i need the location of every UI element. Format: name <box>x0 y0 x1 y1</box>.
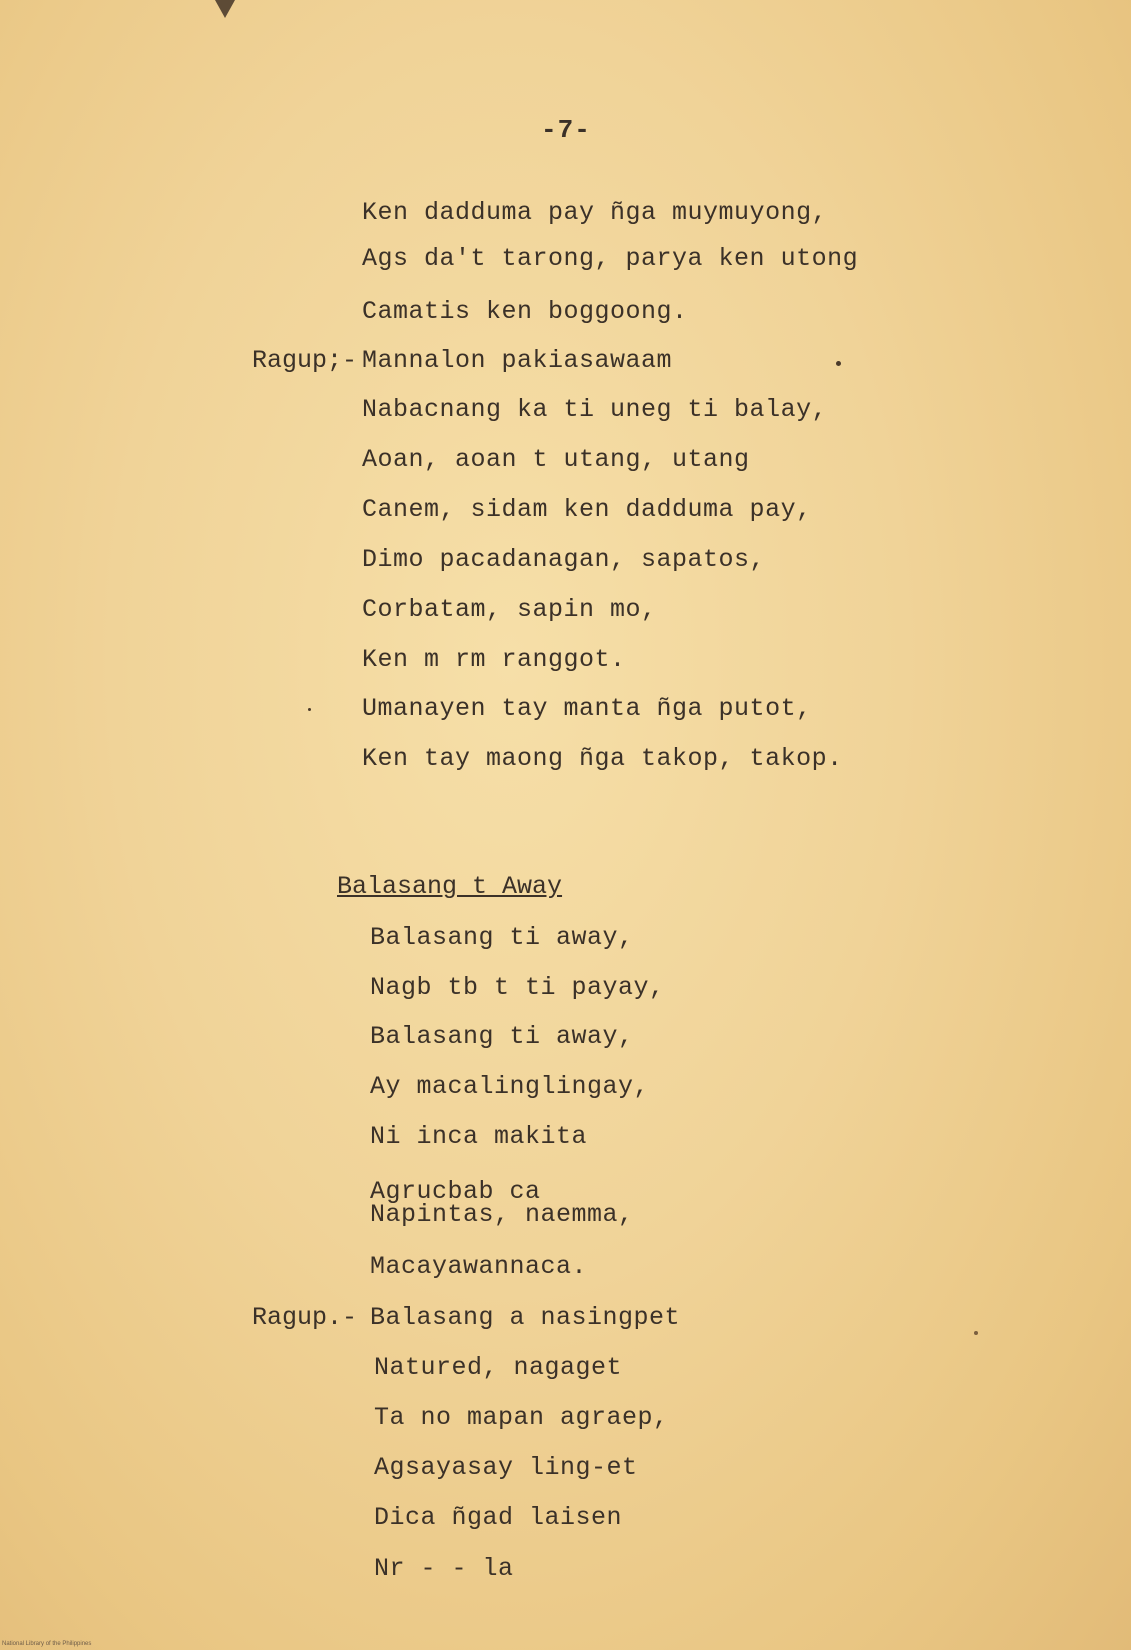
verse-line: Agrucbab ca <box>370 1177 541 1206</box>
verse-line: Ken dadduma pay ñga muymuyong, <box>362 198 828 227</box>
verse-line: Corbatam, sapin mo, <box>362 595 657 624</box>
footer-credit: National Library of the Philippines <box>2 1641 92 1647</box>
verse-line: Nagb tb t ti payay, <box>370 973 665 1002</box>
verse-line: Natured, nagaget <box>374 1353 623 1382</box>
ink-speck <box>974 1331 978 1335</box>
verse-line: Balasang ti away, <box>370 1022 634 1051</box>
verse-line: Umanayen tay manta ñga putot, <box>362 694 812 723</box>
verse-line: Aoan, aoan t utang, utang <box>362 445 750 474</box>
verse-line: Ta no mapan agraep, <box>374 1403 669 1432</box>
verse-line: Ags da't tarong, parya ken utong <box>362 244 859 273</box>
page-number: -7- <box>541 115 591 145</box>
verse-line: Ni inca makita <box>370 1122 588 1151</box>
ragup-label: Ragup;- <box>252 346 358 375</box>
verse-line: Macayawannaca. <box>370 1252 588 1281</box>
verse-line: Balasang a nasingpet <box>370 1303 681 1332</box>
ink-speck <box>308 708 311 711</box>
ragup-label: Ragup.- <box>252 1303 358 1332</box>
verse-line: Camatis ken boggoong. <box>362 297 688 326</box>
verse-line: Nr - - la <box>374 1554 514 1583</box>
verse-line: Balasang ti away, <box>370 923 634 952</box>
ink-speck <box>836 361 841 366</box>
verse-line: Nabacnang ka ti uneg ti balay, <box>362 395 828 424</box>
corner-mark <box>215 0 235 18</box>
bleed-through-shadow <box>310 160 610 184</box>
verse-line: Agsayasay ling-et <box>374 1453 638 1482</box>
verse-line: Dimo pacadanagan, sapatos, <box>362 545 766 574</box>
verse-line: Ken m rm ranggot. <box>362 645 626 674</box>
verse-line: Dica ñgad laisen <box>374 1503 623 1532</box>
verse-line: Canem, sidam ken dadduma pay, <box>362 495 812 524</box>
verse-line: Mannalon pakiasawaam <box>362 346 673 375</box>
verse-line: Napintas, naemma, <box>370 1200 634 1229</box>
verse-line: Ken tay maong ñga takop, takop. <box>362 744 843 773</box>
song-title: Balasang t Away <box>337 872 563 901</box>
verse-line: Ay macalinglingay, <box>370 1072 650 1101</box>
